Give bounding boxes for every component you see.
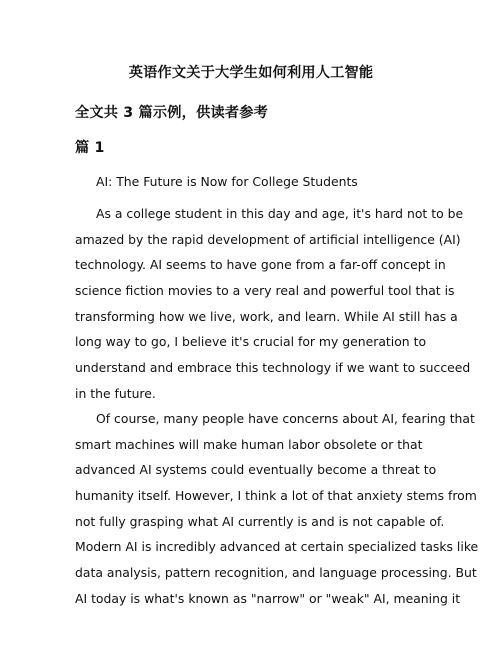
paragraph-1-line: As a college student in this day and age, it's hard not to be bbox=[96, 206, 464, 221]
paragraph-1-line: in the future. bbox=[75, 385, 156, 401]
paragraph-2-line: Modern AI is incredibly advanced at certain specialized tasks like bbox=[75, 539, 479, 555]
paragraph-1-line: transforming how we live, work, and learn. While AI still has a bbox=[75, 308, 458, 324]
paragraph-1-line: amazed by the rapid development of artificial intelligence (AI) bbox=[75, 231, 461, 247]
paragraph-1-line: understand and embrace this technology if we want to succeed bbox=[75, 360, 471, 376]
section-heading: 篇 1 bbox=[75, 140, 105, 156]
paragraph-2 bbox=[75, 406, 479, 612]
document-title: 英语作文关于大学生如何利用人工智能 bbox=[128, 65, 374, 81]
paragraph-1-line: technology. AI seems to have gone from a far-off concept in bbox=[75, 257, 446, 273]
paragraph-2-line: not fully grasping what AI currently is and is not capable of. bbox=[75, 513, 445, 529]
paragraph-2-line: data analysis, pattern recognition, and language processing. But bbox=[75, 565, 477, 581]
paragraph-2-line: humanity itself. However, I think a lot of that anxiety stems from bbox=[75, 488, 477, 504]
essay-title: AI: The Future is Now for College Students bbox=[96, 174, 358, 189]
paragraph-2-line: advanced AI systems could eventually become a threat to bbox=[75, 462, 437, 478]
paragraph-1-line: science fiction movies to a very real and powerful tool that is bbox=[75, 283, 455, 299]
paragraph-1 bbox=[75, 201, 471, 407]
paragraph-1-line: long way to go, I believe it's crucial for my generation to bbox=[75, 334, 427, 350]
paragraph-2-line: smart machines will make human labor obsolete or that bbox=[75, 436, 423, 452]
document-subtitle: 全文共 3 篇示例，供读者参考 bbox=[75, 105, 269, 121]
paragraph-2-line: Of course, many people have concerns about AI, fearing that bbox=[96, 411, 475, 426]
paragraph-2-line: AI today is what's known as "narrow" or "weak" AI, meaning it bbox=[75, 590, 461, 606]
